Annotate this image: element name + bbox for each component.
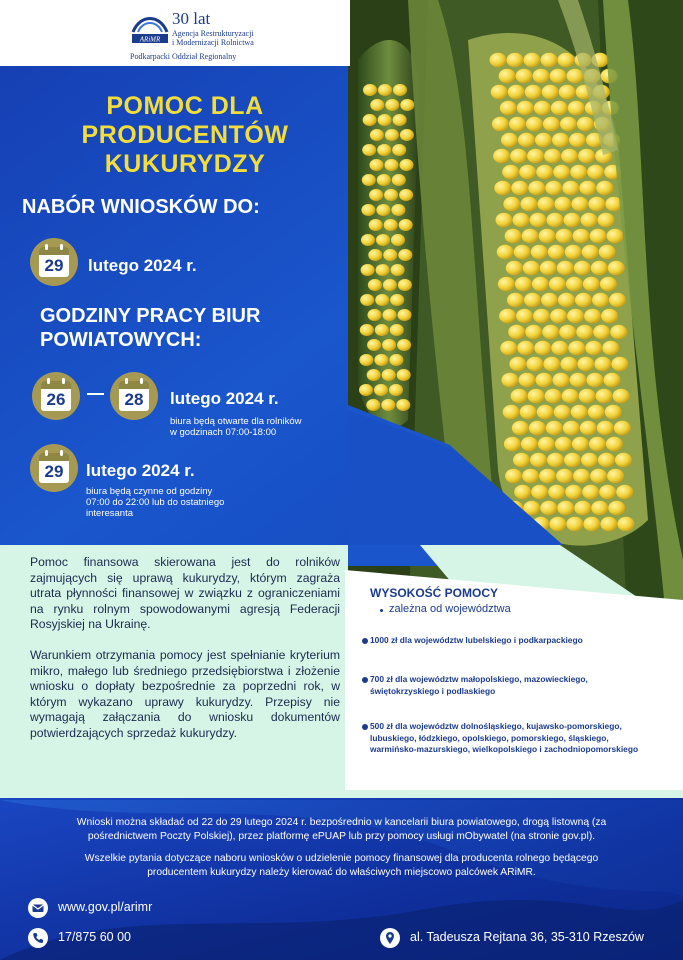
phone-icon [28,928,48,948]
logo-branch: Podkarpacki Oddział Regionalny [130,52,237,61]
last-day-note: biura będą czynne od godziny 07:00 do 22:00 lub do ostatniego interesanta [86,486,225,519]
deadline-date: lutego 2024 r. [88,256,197,275]
last-day: 29 [44,462,64,481]
deadline-heading: NABÓR WNIOSKÓW DO: [22,196,260,218]
bullet-icon [362,724,368,730]
body-paragraph-2: Warunkiem otrzymania pomocy jest spełnianie kryterium mikro, małego lub średniego przedsiębiorstwa i złożenie wniosku o dopłaty bezpośrednie za poprzedni rok, w którym wykazano uprawy kukurydzy. Przepisy nie wymagają załączania do wniosku dokumentów potwierdzających sprzedaż kukurydzy. [30,647,340,740]
logo-agency-name: Agencja Restrukturyzacji i Modernizacji Rolnictwa [172,29,254,47]
questions-info: Wszelkie pytania dotyczące naboru wniosków o udzielenie pomocy finansowej dla producenta rolnego będącego producentem kukurydzy należy kierować do właściwych miejscowo palcówek ARiMR. [84,853,599,878]
last-day-date: lutego 2024 r. [86,461,195,480]
help-item-700: 700 zł dla województw małopolskiego, mazowieckiego, świętokrzyskiego i podlaskiego [370,674,588,696]
range-end-day: 28 [124,390,144,409]
email-icon [28,898,48,918]
help-amount-subtitle: zależna od województwa [389,603,511,615]
poster-title: POMOC DLA PRODUCENTÓW KUKURYDZY [81,92,289,178]
office-hours-heading: GODZINY PRACY BIUR POWIATOWYCH: [40,305,261,351]
phone-number[interactable]: 17/875 60 00 [58,930,131,944]
help-amount-title: WYSOKOŚĆ POMOCY [370,586,499,600]
logo-years: 30 lat [172,9,211,28]
range-note: biura będą otwarte dla rolników w godzinach 07:00-18:00 [170,416,302,438]
bullet-icon [362,638,368,644]
body-text [30,555,340,757]
office-address: al. Tadeusza Rejtana 36, 35-310 Rzeszów [410,930,644,944]
range-dash [87,393,104,395]
calendar-icon [32,372,80,420]
range-start-day: 26 [46,390,66,409]
website-link[interactable]: www.gov.pl/arimr [58,900,153,914]
body-paragraph-1: Pomoc finansowa skierowana jest do rolników zajmujących się uprawą kukurydzy, którym zagraża utrata płynności finansowej w związku z ograniczeniami na rynku rolnym spowodowanymi agresją Federacji Rosyjskiej na Ukrainę. [30,555,340,632]
bullet-icon [362,677,368,683]
calendar-icon [30,444,78,492]
help-item-500: 500 zł dla województw dolnośląskiego, kujawsko-pomorskiego, lubuskiego, łódzkiego, opolskiego, pomorskiego, śląskiego, warmińsko-mazurskiego, wielkopolskiego i zachodniopomorskiego [370,721,639,754]
logo-abbr: ARiMR [139,35,161,44]
deadline-day: 29 [44,256,64,275]
submission-info: Wnioski można składać od 22 do 29 lutego 2024 r. bezpośrednio w kancelarii biura powiatowego, drogą listowną (za pośrednictwem Poczty Polskiej), przez platformę ePUAP lub przy pomocy usługi mObywatel (na stronie gov.pl). [76,817,607,842]
location-pin-icon [380,928,400,948]
arimr-logo [130,10,170,46]
help-item-1000: 1000 zł dla województw lubelskiego i podkarpackiego [370,635,583,645]
bullet-icon [380,609,383,612]
range-date: lutego 2024 r. [170,389,279,408]
calendar-icon [110,372,158,420]
calendar-icon [30,238,78,286]
